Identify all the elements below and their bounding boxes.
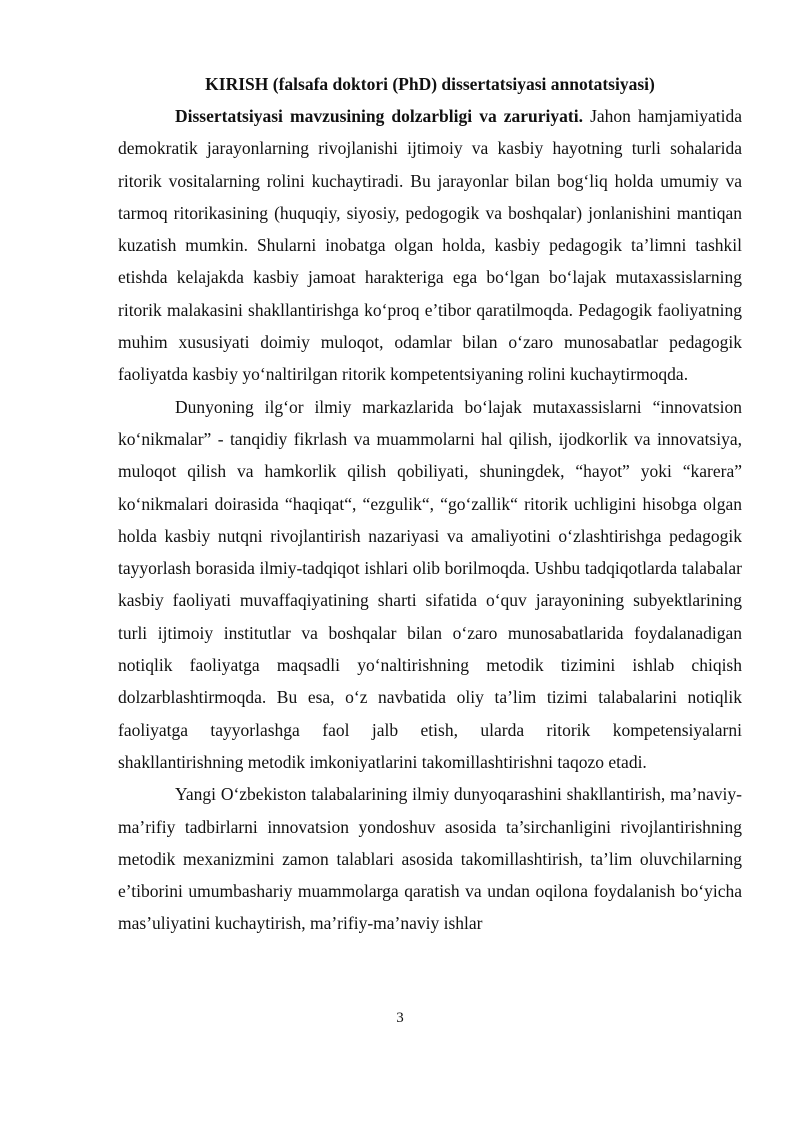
page-number: 3: [396, 1010, 404, 1026]
paragraph-new-uzbekistan: Yangi O‘zbekiston talabalarining ilmiy dunyoqarashini shakllantirish, ma’naviy-ma’rifiy tadbirlarni innovatsion yondoshuv asosida ta’sirchanligini rivojlantirishning metodik mexanizmini zamon talablari asosida takomillashtirish, ta’lim oluvchilarning e’tiborini umumbashariy muammolarga qaratish va undan oqilona foydalanish bo‘yicha mas’uliyatini kuchaytirish, ma’rifiy-ma’naviy ishlar: [118, 784, 742, 934]
document-title: KIRISH (falsafa doktori (PhD) dissertatsiyasi annotatsiyasi): [205, 74, 655, 94]
paragraph-research-centers: Dunyoning ilg‘or ilmiy markazlarida bo‘lajak mutaxassislarni “innovatsion ko‘nikmalar” - tanqidiy fikrlash va muammolarni hal qilish, ijodkorlik va innovatsiya, muloqot qilish va hamkorlik qilish qobiliyati, shuningdek, “hayot” yoki “karera” ko‘nikmalari doirasida “haqiqat“, “ezgulik“, “go‘zallik“ ritorik uchligini hisobga olgan holda kasbiy nutqni rivojlantirish nazariyasi va amaliyotini o‘zlashtirishga pedagogik tayyorlash borasida ilmiy-tadqiqot ishlari olib borilmoqda. Ushbu tadqiqotlarda talabalar kasbiy faoliyati muvaffaqiyatining sharti sifatida o‘quv jarayonining subyektlarining turli ijtimoiy institutlar va boshqalar bilan o‘zaro munosabatlarida foydalanadigan notiqlik faoliyatga maqsadli yo‘naltirishning metodik tizimini ishlab chiqish dolzarblashtirmoqda. Bu esa, o‘z navbatida oliy ta’lim tizimi talabalarini notiqlik faoliyatga tayyorlashga faol jalb etish, ularda ritorik kompetensiyalarni shakllantirishning metodik imkoniyatlarini takomillashtirishni taqozo etadi.: [118, 396, 742, 772]
document-page: [118, 68, 742, 940]
paragraph-relevance: [118, 100, 742, 391]
paragraph-lead-heading: Dissertatsiyasi mavzusining dolzarbligi va zaruriyati.: [175, 106, 583, 126]
paragraph-body: Jahon hamjamiyatida demokratik jarayonlarning rivojlanishi ijtimoiy va kasbiy hayotning turli sohalarida ritorik vositalarning rolini kuchaytiradi. Bu jarayonlar bilan bog‘liq holda umumiy va tarmoq ritorikasining (huquqiy, siyosiy, pedogogik va boshqalar) jonlanishini mantiqan kuzatish mumkin. Shularni inobatga olgan holda, kasbiy pedagogik ta’limni tashkil etishda kelajakda kasbiy jamoat harakteriga ega bo‘lgan bo‘lajak mutaxassislarning ritorik malakasini shakllantirishga ko‘proq e’tibor qaratilmoqda. Pedagogik faoliyatning muhim xususiyati doimiy muloqot, odamlar bilan o‘zaro munosabatlar pedagogik faoliyatda kasbiy yo‘naltirilgan ritorik kompetentsiyaning rolini kuchaytirmoqda.: [118, 106, 742, 385]
